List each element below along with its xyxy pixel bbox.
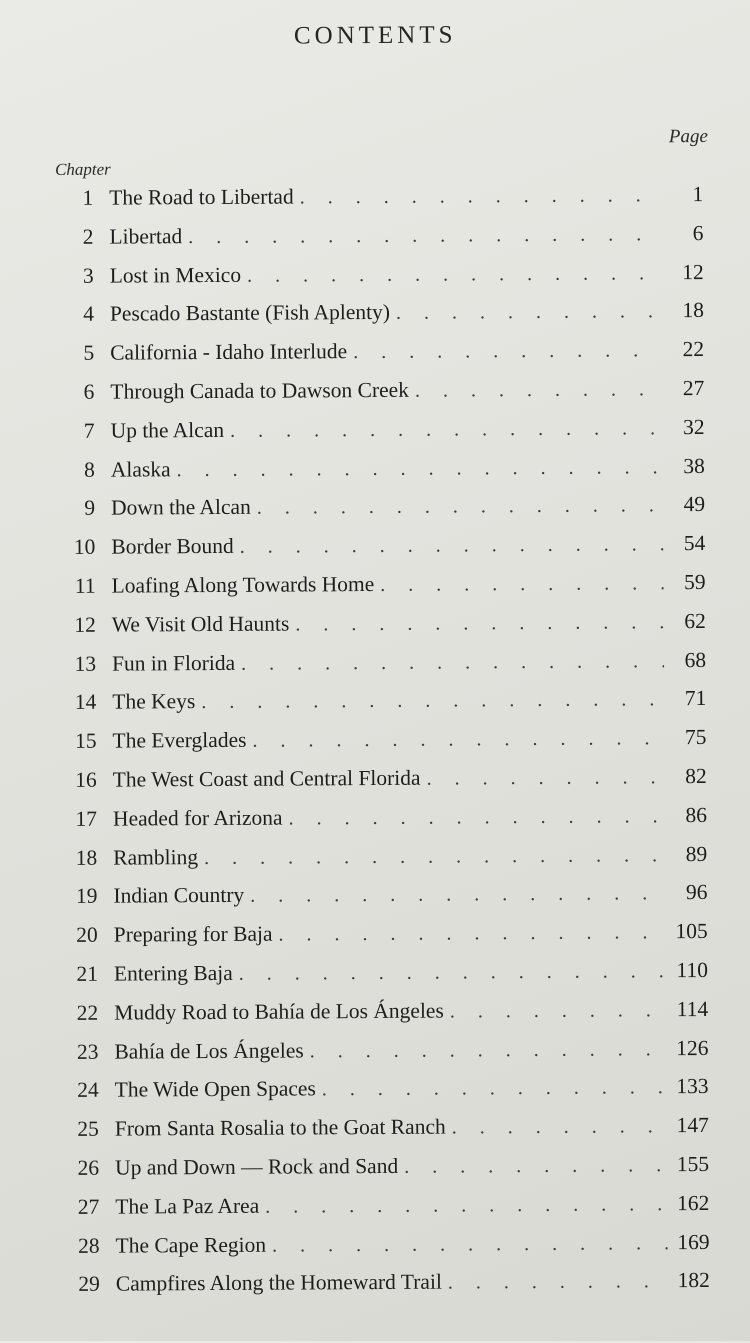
contents-heading: CONTENTS [293, 21, 457, 50]
page-number: 6 [692, 220, 704, 245]
table-of-contents [59, 175, 710, 1304]
toc-entry [60, 330, 704, 373]
toc-entry [60, 369, 704, 412]
chapter-number: 8 [84, 457, 95, 482]
dot-leader [204, 836, 665, 878]
dot-leader [188, 215, 661, 257]
dot-leader [450, 991, 667, 1031]
toc-entry [62, 602, 706, 645]
page-number: 105 [675, 919, 708, 944]
chapter-title: Loafing Along Towards Home [111, 571, 375, 598]
toc-entry [63, 757, 707, 800]
dot-leader [380, 564, 664, 605]
chapter-title: California - Idaho Interlude [110, 339, 348, 365]
dot-leader [288, 797, 665, 838]
toc-entry [62, 641, 706, 684]
page-number: 27 [682, 375, 705, 401]
toc-entry [65, 1222, 709, 1265]
page-number: 54 [683, 531, 706, 556]
toc-entry [61, 563, 705, 606]
page-number: 22 [682, 337, 705, 362]
chapter-number: 9 [84, 496, 96, 521]
chapter-number: 20 [76, 922, 98, 947]
page-number: 110 [676, 957, 709, 983]
dot-leader [404, 1146, 667, 1186]
chapter-number: 12 [74, 612, 96, 637]
toc-entry [64, 912, 708, 955]
page-number: 162 [677, 1190, 710, 1215]
chapter-title: Down the Alcan [111, 495, 251, 520]
chapter-title: From Santa Rosalia to the Goat Ranch [114, 1114, 446, 1141]
chapter-title: Muddy Road to Bahía de Los Ángeles [114, 998, 444, 1025]
chapter-number: 26 [77, 1155, 100, 1180]
page-number: 32 [683, 414, 705, 439]
chapter-number: 1 [82, 185, 94, 210]
dot-leader [250, 875, 665, 916]
dot-leader [241, 642, 664, 683]
chapter-number: 23 [76, 1039, 99, 1064]
page-number: 12 [682, 259, 704, 284]
chapter-number: 5 [83, 340, 95, 365]
chapter-number: 25 [77, 1116, 99, 1141]
page-number: 133 [676, 1074, 709, 1099]
dot-leader [239, 952, 666, 993]
chapter-number: 16 [75, 767, 97, 792]
chapter-title: Headed for Arizona [112, 805, 283, 831]
dot-leader [310, 1030, 667, 1071]
dot-leader [176, 448, 663, 490]
chapter-title: Preparing for Baja [113, 921, 273, 947]
toc-entry [63, 835, 707, 878]
chapter-number: 19 [75, 884, 98, 909]
page-number: 68 [684, 647, 707, 672]
page-number: 1 [692, 181, 704, 207]
toc-entry [64, 951, 708, 994]
chapter-title: The West Coast and Central Florida [112, 765, 421, 792]
chapter-number: 28 [78, 1233, 100, 1258]
page-number: 89 [685, 841, 708, 866]
page-number: 18 [682, 298, 704, 323]
dot-leader [265, 1185, 667, 1226]
chapter-title: Libertad [109, 223, 183, 249]
chapter-number: 10 [73, 534, 96, 560]
toc-entry [61, 485, 705, 528]
toc-entry [65, 1145, 709, 1188]
chapter-number: 17 [75, 806, 98, 831]
toc-entry [64, 1029, 708, 1072]
toc-entry [60, 291, 704, 334]
page-column-label: Page [668, 125, 708, 148]
page-number: 49 [683, 492, 706, 517]
chapter-number: 7 [83, 418, 95, 443]
chapter-title: Up the Alcan [110, 417, 225, 443]
toc-entry [61, 524, 705, 567]
chapter-title: Lost in Mexico [109, 262, 242, 288]
dot-leader [295, 603, 664, 644]
chapter-number: 15 [74, 728, 97, 754]
toc-entry [65, 1184, 709, 1227]
chapter-title: Pescado Bastante (Fish Aplenty) [109, 300, 391, 327]
chapter-number: 14 [74, 690, 97, 715]
toc-entry [66, 1261, 710, 1304]
dot-leader [230, 409, 663, 450]
page-number: 126 [676, 1035, 709, 1060]
chapter-title: Up and Down — Rock and Sand [115, 1153, 399, 1180]
chapter-title: Alaska [110, 456, 171, 482]
toc-entry [60, 253, 704, 296]
page-number: 86 [685, 802, 708, 827]
toc-entry [63, 873, 707, 916]
chapter-number: 6 [83, 379, 95, 404]
dot-leader [353, 331, 662, 372]
dot-leader [240, 525, 664, 566]
page-number: 62 [684, 608, 706, 633]
toc-entry [65, 1106, 709, 1149]
page-number: 71 [684, 686, 707, 711]
dot-leader [300, 176, 662, 217]
toc-entry [62, 679, 706, 722]
chapter-title: The Wide Open Spaces [114, 1076, 316, 1102]
chapter-title: We Visit Old Haunts [111, 611, 290, 637]
dot-leader [272, 1224, 668, 1265]
chapter-title: The Everglades [112, 727, 247, 753]
toc-entry [61, 408, 705, 451]
chapter-number: 18 [75, 845, 98, 870]
chapter-number: 24 [77, 1078, 99, 1103]
dot-leader [322, 1069, 667, 1110]
chapter-title: Indian Country [113, 883, 245, 908]
page-number: 169 [677, 1229, 710, 1254]
toc-entry [61, 447, 705, 490]
dot-leader [252, 719, 664, 760]
dot-leader [426, 758, 664, 798]
toc-entry [63, 796, 707, 839]
chapter-number: 27 [77, 1194, 100, 1219]
dot-leader [452, 1107, 667, 1147]
dot-leader [257, 487, 664, 528]
chapter-number: 3 [82, 263, 94, 288]
chapter-title: Border Bound [111, 534, 234, 559]
chapter-column-label: Chapter [54, 159, 111, 179]
page-number: 114 [676, 996, 709, 1021]
page-number: 182 [677, 1268, 710, 1293]
toc-entry [62, 718, 706, 761]
dot-leader [247, 254, 662, 295]
chapter-number: 29 [78, 1272, 100, 1297]
page-number: 82 [685, 763, 707, 789]
dot-leader [415, 370, 663, 410]
chapter-title: Rambling [113, 844, 199, 870]
dot-leader [396, 293, 662, 333]
chapter-number: 22 [76, 1000, 99, 1025]
page-number: 147 [676, 1113, 709, 1138]
chapter-title: The La Paz Area [115, 1193, 260, 1219]
chapter-number: 21 [76, 961, 99, 986]
chapter-number: 2 [82, 224, 94, 249]
toc-entry [59, 214, 703, 257]
toc-entry [65, 1067, 709, 1110]
dot-leader [201, 681, 664, 723]
dot-leader [278, 913, 665, 954]
chapter-number: 4 [83, 302, 94, 327]
toc-entry [64, 990, 708, 1033]
page-number: 75 [684, 725, 707, 750]
toc-entry [59, 175, 703, 218]
page-number: 38 [683, 453, 705, 478]
chapter-title: Entering Baja [113, 960, 233, 986]
chapter-title: Campfires Along the Homeward Trail [115, 1269, 442, 1296]
chapter-title: The Road to Libertad [109, 184, 294, 210]
chapter-title: Bahía de Los Ángeles [114, 1037, 304, 1064]
page-number: 155 [676, 1151, 710, 1177]
chapter-title: Through Canada to Dawson Creek [110, 377, 410, 404]
chapter-title: The Keys [112, 689, 196, 714]
page-number: 59 [683, 569, 706, 595]
chapter-title: The Cape Region [115, 1232, 267, 1258]
dot-leader [448, 1263, 668, 1303]
page-number: 96 [685, 880, 708, 905]
chapter-number: 13 [74, 651, 97, 676]
chapter-title: Fun in Florida [111, 650, 236, 676]
chapter-number: 11 [74, 573, 96, 598]
